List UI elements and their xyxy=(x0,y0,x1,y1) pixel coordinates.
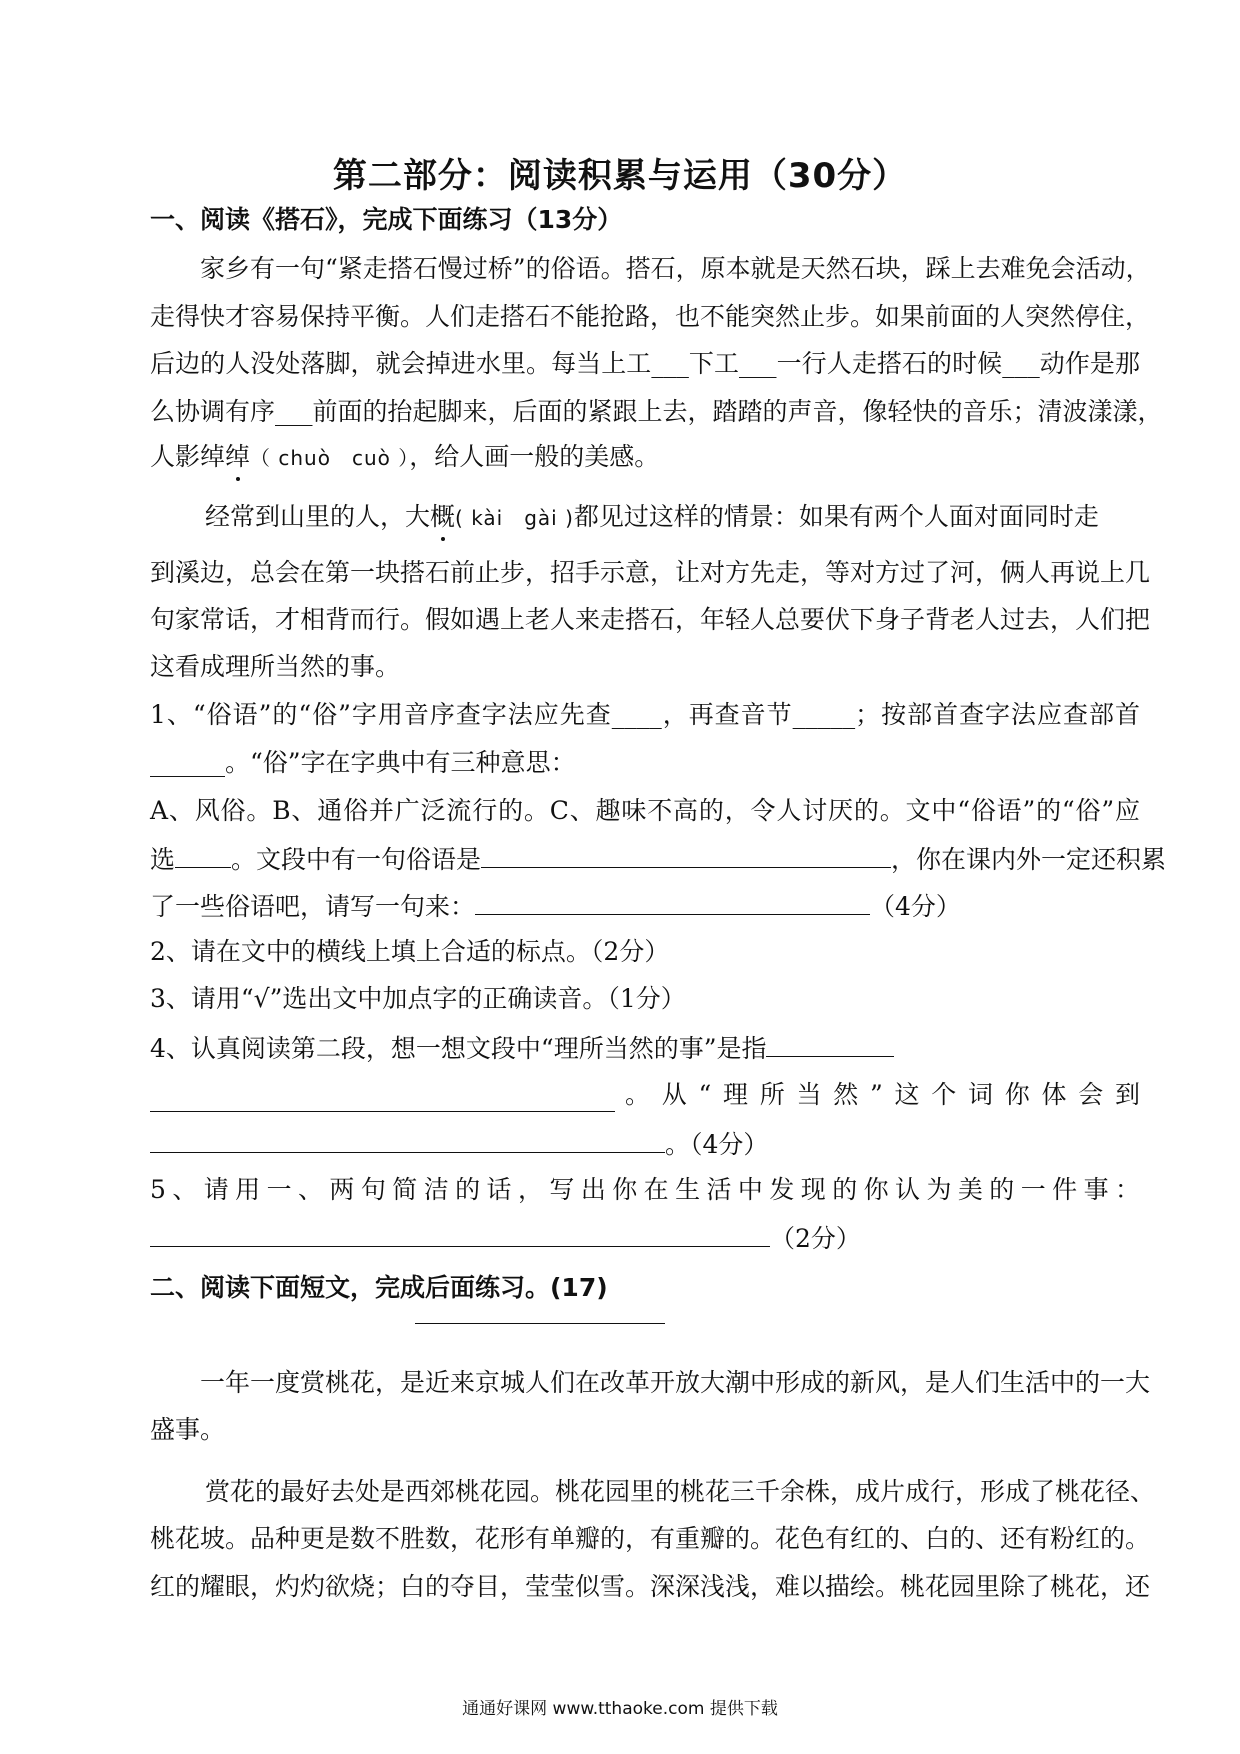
answer-blank-q4-a[interactable] xyxy=(766,1030,894,1057)
page-title: 第二部分：阅读积累与运用（30分） xyxy=(332,156,908,196)
passage1-p2-line3: 句家常话，才相背而行。假如遇上老人来走搭石，年轻人总要伏下身子背老人过去，人们把 xyxy=(150,605,1151,634)
question4-line1 xyxy=(150,1030,1140,1066)
answer-blank-q5[interactable] xyxy=(150,1220,770,1247)
question4-line3 xyxy=(150,1126,1140,1162)
passage1-p2-line2: 到溪边，总会在第一块搭石前止步，招手示意，让对方先走，等对方过了河，俩人再说上几 xyxy=(150,558,1151,587)
question4-line2 xyxy=(150,1078,1140,1112)
passage1-p1-line5-start: 人影绰 xyxy=(150,442,226,471)
question2: 2、请在文中的横线上填上合适的标点。（2分） xyxy=(150,937,670,966)
passage1-p1-line3: 后边的人没处落脚，就会掉进水里。每当上工___下工___一行人走搭石的时候___动作是那 xyxy=(150,349,1140,378)
pinyin-options-chuo: （ chuò cuò ） xyxy=(250,446,410,470)
passage1-p2-line4: 这看成理所当然的事。 xyxy=(150,652,401,681)
answer-blank-passage-title[interactable] xyxy=(415,1323,665,1324)
dotted-char-gai: 概 xyxy=(430,500,455,534)
answer-blank-q4-c[interactable] xyxy=(150,1126,665,1153)
section1-heading: 一、阅读《搭石》，完成下面练习（13分） xyxy=(150,205,623,234)
passage2-p1-line1: 一年一度赏桃花，是近来京城人们在改革开放大潮中形成的新风，是人们生活中的一大 xyxy=(200,1368,1151,1397)
answer-blank-proverb[interactable] xyxy=(481,841,891,868)
question4-line2-text: 。从“理所当然”这个词你体会到 xyxy=(625,1080,1140,1109)
passage1-p2-line1 xyxy=(205,500,1140,535)
passage1-p1-line2: 走得快才容易保持平衡。人们走搭石不能抢路，也不能突然止步。如果前面的人突然停住， xyxy=(150,302,1151,331)
dotted-char-chuo: 绰 xyxy=(225,440,250,474)
passage1-p1-line4: 么协调有序___前面的抬起脚来，后面的紧跟上去，踏踏的声音，像轻快的音乐；清波漾漾， xyxy=(150,397,1163,426)
passage2-p2-line1: 赏花的最好去处是西郊桃花园。桃花园里的桃花三千余株，成片成行，形成了桃花径、 xyxy=(205,1477,1156,1506)
question5-line1: 5、请用一、两句简洁的话，写出你在生活中发现的你认为美的一件事： xyxy=(150,1175,1140,1204)
passage1-p2-line1-start: 经常到山里的人，大 xyxy=(205,502,431,531)
passage1-p2-line1-end: 都见过这样的情景：如果有两个人面对面同时走 xyxy=(573,502,1099,531)
question1-line5-a: 了一些俗语吧，请写一句来： xyxy=(150,892,476,921)
passage2-p2-line2: 桃花坡。品种更是数不胜数，花形有单瓣的，有重瓣的。花色有红的、白的、还有粉红的。 xyxy=(150,1524,1151,1553)
question1-line4-b: 。文段中有一句俗语是 xyxy=(231,845,482,874)
question1-line4 xyxy=(150,841,1167,877)
question1-line3: A、风俗。B、通俗并广泛流行的。C、趣味不高的，令人讨厌的。文中“俗语”的“俗”应 xyxy=(150,796,1140,825)
question1-line4-a: 选 xyxy=(150,845,176,874)
question4-line1-text: 4、认真阅读第二段，想一想文段中“理所当然的事”是指 xyxy=(150,1034,767,1063)
question5-line2 xyxy=(150,1220,1140,1256)
passage1-p1-line1: 家乡有一句“紧走搭石慢过桥”的俗语。搭石，原本就是天然石块，踩上去难免会活动， xyxy=(200,254,1151,283)
question5-line2-text: （2分） xyxy=(770,1224,861,1253)
question1-line2: ______。“俗”字在字典中有三种意思： xyxy=(150,748,576,777)
question1-line1: 1、“俗语”的“俗”字用音序查字法应先查____，再查音节_____；按部首查字法应查部首 xyxy=(150,700,1140,729)
question3: 3、请用“√”选出文中加点字的正确读音。（1分） xyxy=(150,984,686,1013)
answer-blank-q4-b[interactable] xyxy=(150,1085,615,1112)
question1-line5 xyxy=(150,888,1140,924)
answer-blank-choice[interactable] xyxy=(175,841,231,868)
question4-line3-text: 。（4分） xyxy=(665,1130,769,1159)
question1-line4-c: ，你在课内外一定还积累 xyxy=(891,845,1167,874)
pinyin-options-gai: ( kài gài ) xyxy=(455,506,574,530)
section2-heading: 二、阅读下面短文，完成后面练习。(17) xyxy=(150,1273,608,1302)
footer-credit: 通通好课网 www.tthaoke.com 提供下载 xyxy=(462,1699,778,1719)
answer-blank-own-proverb[interactable] xyxy=(475,888,870,915)
passage2-p2-line3: 红的耀眼，灼灼欲烧；白的夺目，莹莹似雪。深深浅浅，难以描绘。桃花园里除了桃花，还 xyxy=(150,1572,1151,1601)
passage1-p1-line5-end: ，给人画一般的美感。 xyxy=(409,442,660,471)
passage2-p1-line2: 盛事。 xyxy=(150,1415,226,1444)
question1-line5-b: （4分） xyxy=(870,892,961,921)
passage1-p1-line5 xyxy=(150,440,1140,475)
